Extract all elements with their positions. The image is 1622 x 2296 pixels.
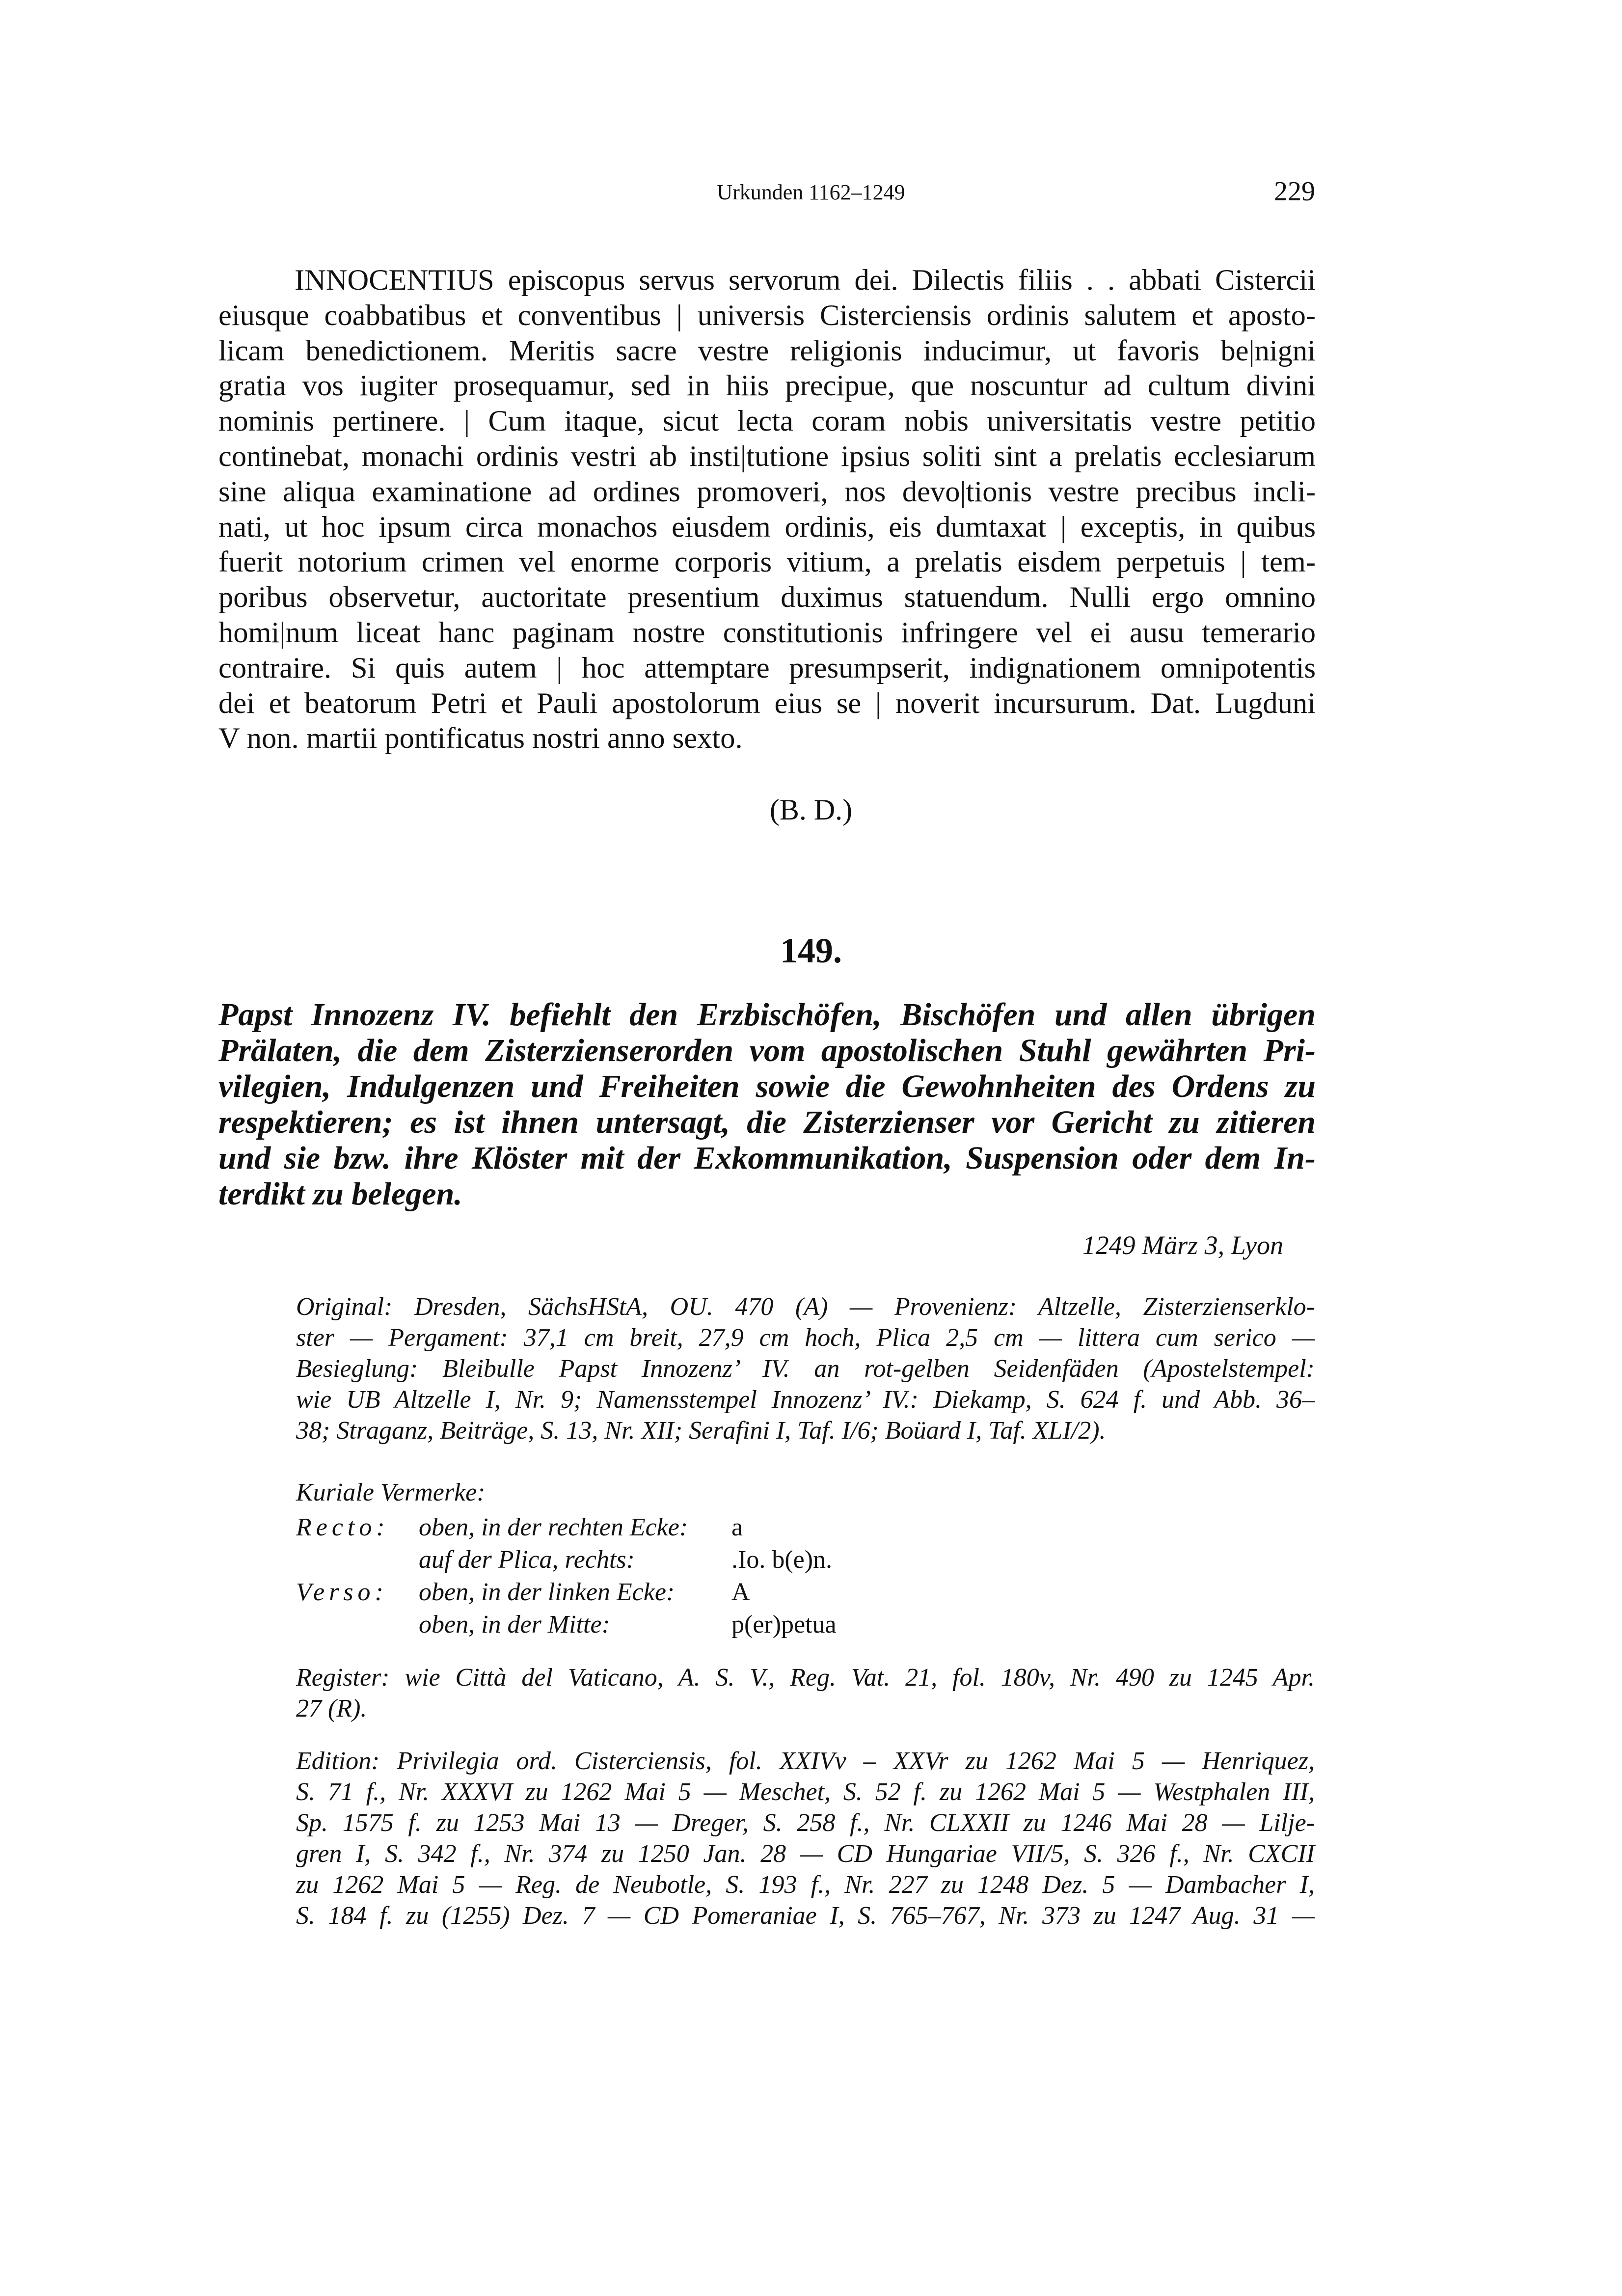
regest-summary (218, 997, 1316, 1212)
original-description (296, 1291, 1315, 1446)
kuriale-value: A (731, 1578, 750, 1606)
kuriale-vermerke-title: Kuriale Vermerke: (296, 1478, 486, 1506)
apparatus-line: Sp. 1575 f. zu 1253 Mai 13 — Dreger, S. 258 f., Nr. CLXXII zu 1246 Mai 28 — Lilje- (296, 1809, 1315, 1837)
apparatus-line: S. 184 f. zu (1255) Dez. 7 — CD Pomeraniae I, S. 765–767, Nr. 373 zu 1247 Aug. 31 — (296, 1902, 1315, 1930)
running-head (0, 176, 1622, 210)
kuriale-location: oben, in der linken Ecke: (419, 1578, 675, 1606)
edition-entry (296, 1746, 1315, 1931)
kuriale-value: a (731, 1513, 743, 1541)
kuriale-side: Recto: (296, 1513, 389, 1541)
apparatus-line: wie UB Altzelle I, Nr. 9; Namensstempel Innozenz’ IV.: Diekamp, S. 624 f. und Abb. 36– (296, 1386, 1315, 1414)
apparatus-line: gren I, S. 342 f., Nr. 374 zu 1250 Jan. 28 — CD Hungariae VII/5, S. 326 f., Nr. CXCII (296, 1840, 1315, 1868)
apparatus-line: Besieglung: Bleibulle Papst Innozenz’ IV. an rot-gelben Seidenfäden (Apostelstempel: (296, 1355, 1315, 1383)
regest-line: terdikt zu belegen. (218, 1176, 462, 1212)
regest-line: und sie bzw. ihre Klöster mit der Exkommunikation, Suspension oder dem In- (218, 1140, 1316, 1176)
kuriale-row (296, 1609, 1081, 1641)
text-line: contraire. Si quis autem | hoc attemptare presumpserit, indignationem omnipotentis (218, 651, 1316, 684)
kuriale-location: oben, in der rechten Ecke: (419, 1513, 688, 1541)
kuriale-value: p(er)petua (731, 1611, 837, 1639)
apparatus-line: S. 71 f., Nr. XXXVI zu 1262 Mai 5 — Meschet, S. 52 f. zu 1262 Mai 5 — Westphalen III, (296, 1778, 1315, 1806)
latin-document-text (218, 263, 1316, 756)
apparatus-line: ster — Pergament: 37,1 cm breit, 27,9 cm hoch, Plica 2,5 cm — littera cum serico — (296, 1324, 1315, 1352)
regest-line: vilegien, Indulgenzen und Freiheiten sowie die Gewohnheiten des Ordens zu (218, 1068, 1316, 1104)
text-line: V non. martii pontificatus nostri anno sexto. (218, 722, 743, 755)
apparatus-line: Original: Dresden, SächsHStA, OU. 470 (A) — Provenienz: Altzelle, Zisterzienserklo- (296, 1293, 1315, 1321)
text-line: licam benedictionem. Meritis sacre vestre religionis inducimur, ut favoris be|nigni (218, 334, 1316, 367)
text-line: sine aliqua examinatione ad ordines promoveri, nos devo|tionis vestre precibus incli- (218, 475, 1316, 508)
regest-line: Prälaten, die dem Zisterzienserorden vom apostolischen Stuhl gewährten Pri- (218, 1033, 1316, 1068)
apparatus-line: zu 1262 Mai 5 — Reg. de Neubotle, S. 193 f., Nr. 227 zu 1248 Dez. 5 — Dambacher I, (296, 1871, 1315, 1899)
kuriale-row (296, 1544, 1081, 1576)
kuriale-row (296, 1511, 1081, 1544)
text-line: eiusque coabbatibus et conventibus | universis Cisterciensis ordinis salutem et aposto- (218, 299, 1316, 332)
apparatus-line: 38; Straganz, Beiträge, S. 13, Nr. XII; Serafini I, Taf. I/6; Boüard I, Taf. XLI/2). (296, 1417, 1106, 1445)
text-line: poribus observetur, auctoritate presentium duximus statuendum. Nulli ergo omnino (218, 581, 1316, 614)
text-line: dei et beatorum Petri et Pauli apostolorum eius se | noverit incursurum. Dat. Lugduni (218, 686, 1316, 720)
kuriale-location: oben, in der Mitte: (419, 1611, 610, 1639)
text-line: INNOCENTIUS episcopus servus servorum dei. Dilectis filiis . . abbati Cistercii (295, 264, 1316, 297)
page-number: 229 (1274, 176, 1315, 207)
text-line: fuerit notorium crimen vel enorme corporis vitium, a prelatis eisdem perpetuis | tem- (218, 546, 1316, 579)
text-line: nati, ut hoc ipsum circa monachos eiusdem ordinis, eis dumtaxat | exceptis, in quibus (218, 510, 1316, 544)
apparatus-line: Register: wie Città del Vaticano, A. S. V., Reg. Vat. 21, fol. 180v, Nr. 490 zu 1245 Apr. (296, 1664, 1315, 1692)
kuriale-side: Verso: (296, 1578, 388, 1606)
running-title: Urkunden 1162–1249 (717, 180, 905, 204)
bulla-dimissa-mark: (B. D.) (769, 793, 853, 826)
kuriale-location: auf der Plica, rechts: (419, 1546, 635, 1574)
text-line: gratia vos iugiter prosequamur, sed in hiis precipue, que noscuntur ad cultum divini (218, 369, 1316, 403)
text-line: nominis pertinere. | Cum itaque, sicut lecta coram nobis universitatis vestre petitio (218, 405, 1316, 438)
apparatus-line: Edition: Privilegia ord. Cisterciensis, fol. XXIVv – XXVr zu 1262 Mai 5 — Henriquez, (296, 1747, 1315, 1775)
register-entry (296, 1662, 1315, 1724)
regest-line: respektieren; es ist ihnen untersagt, die Zisterzienser vor Gericht zu zitieren (218, 1104, 1316, 1140)
author-name: INNOCENTIUS (295, 264, 494, 297)
kuriale-vermerke-table (296, 1511, 1081, 1641)
apparatus-line: 27 (R). (296, 1695, 367, 1722)
date-place: 1249 März 3, Lyon (1082, 1230, 1283, 1260)
regest-line: Papst Innozenz IV. befiehlt den Erzbischöfen, Bischöfen und allen übrigen (218, 997, 1316, 1033)
text-line: continebat, monachi ordinis vestri ab insti|tutione ipsius soliti sint a prelatis ecclesiarum (218, 439, 1316, 473)
kuriale-row (296, 1576, 1081, 1609)
text-line: homi|num liceat hanc paginam nostre constitutionis infringere vel ei ausu temerario (218, 616, 1316, 649)
kuriale-value: .Io. b(e)n. (731, 1546, 833, 1574)
document-number: 149. (780, 931, 842, 970)
